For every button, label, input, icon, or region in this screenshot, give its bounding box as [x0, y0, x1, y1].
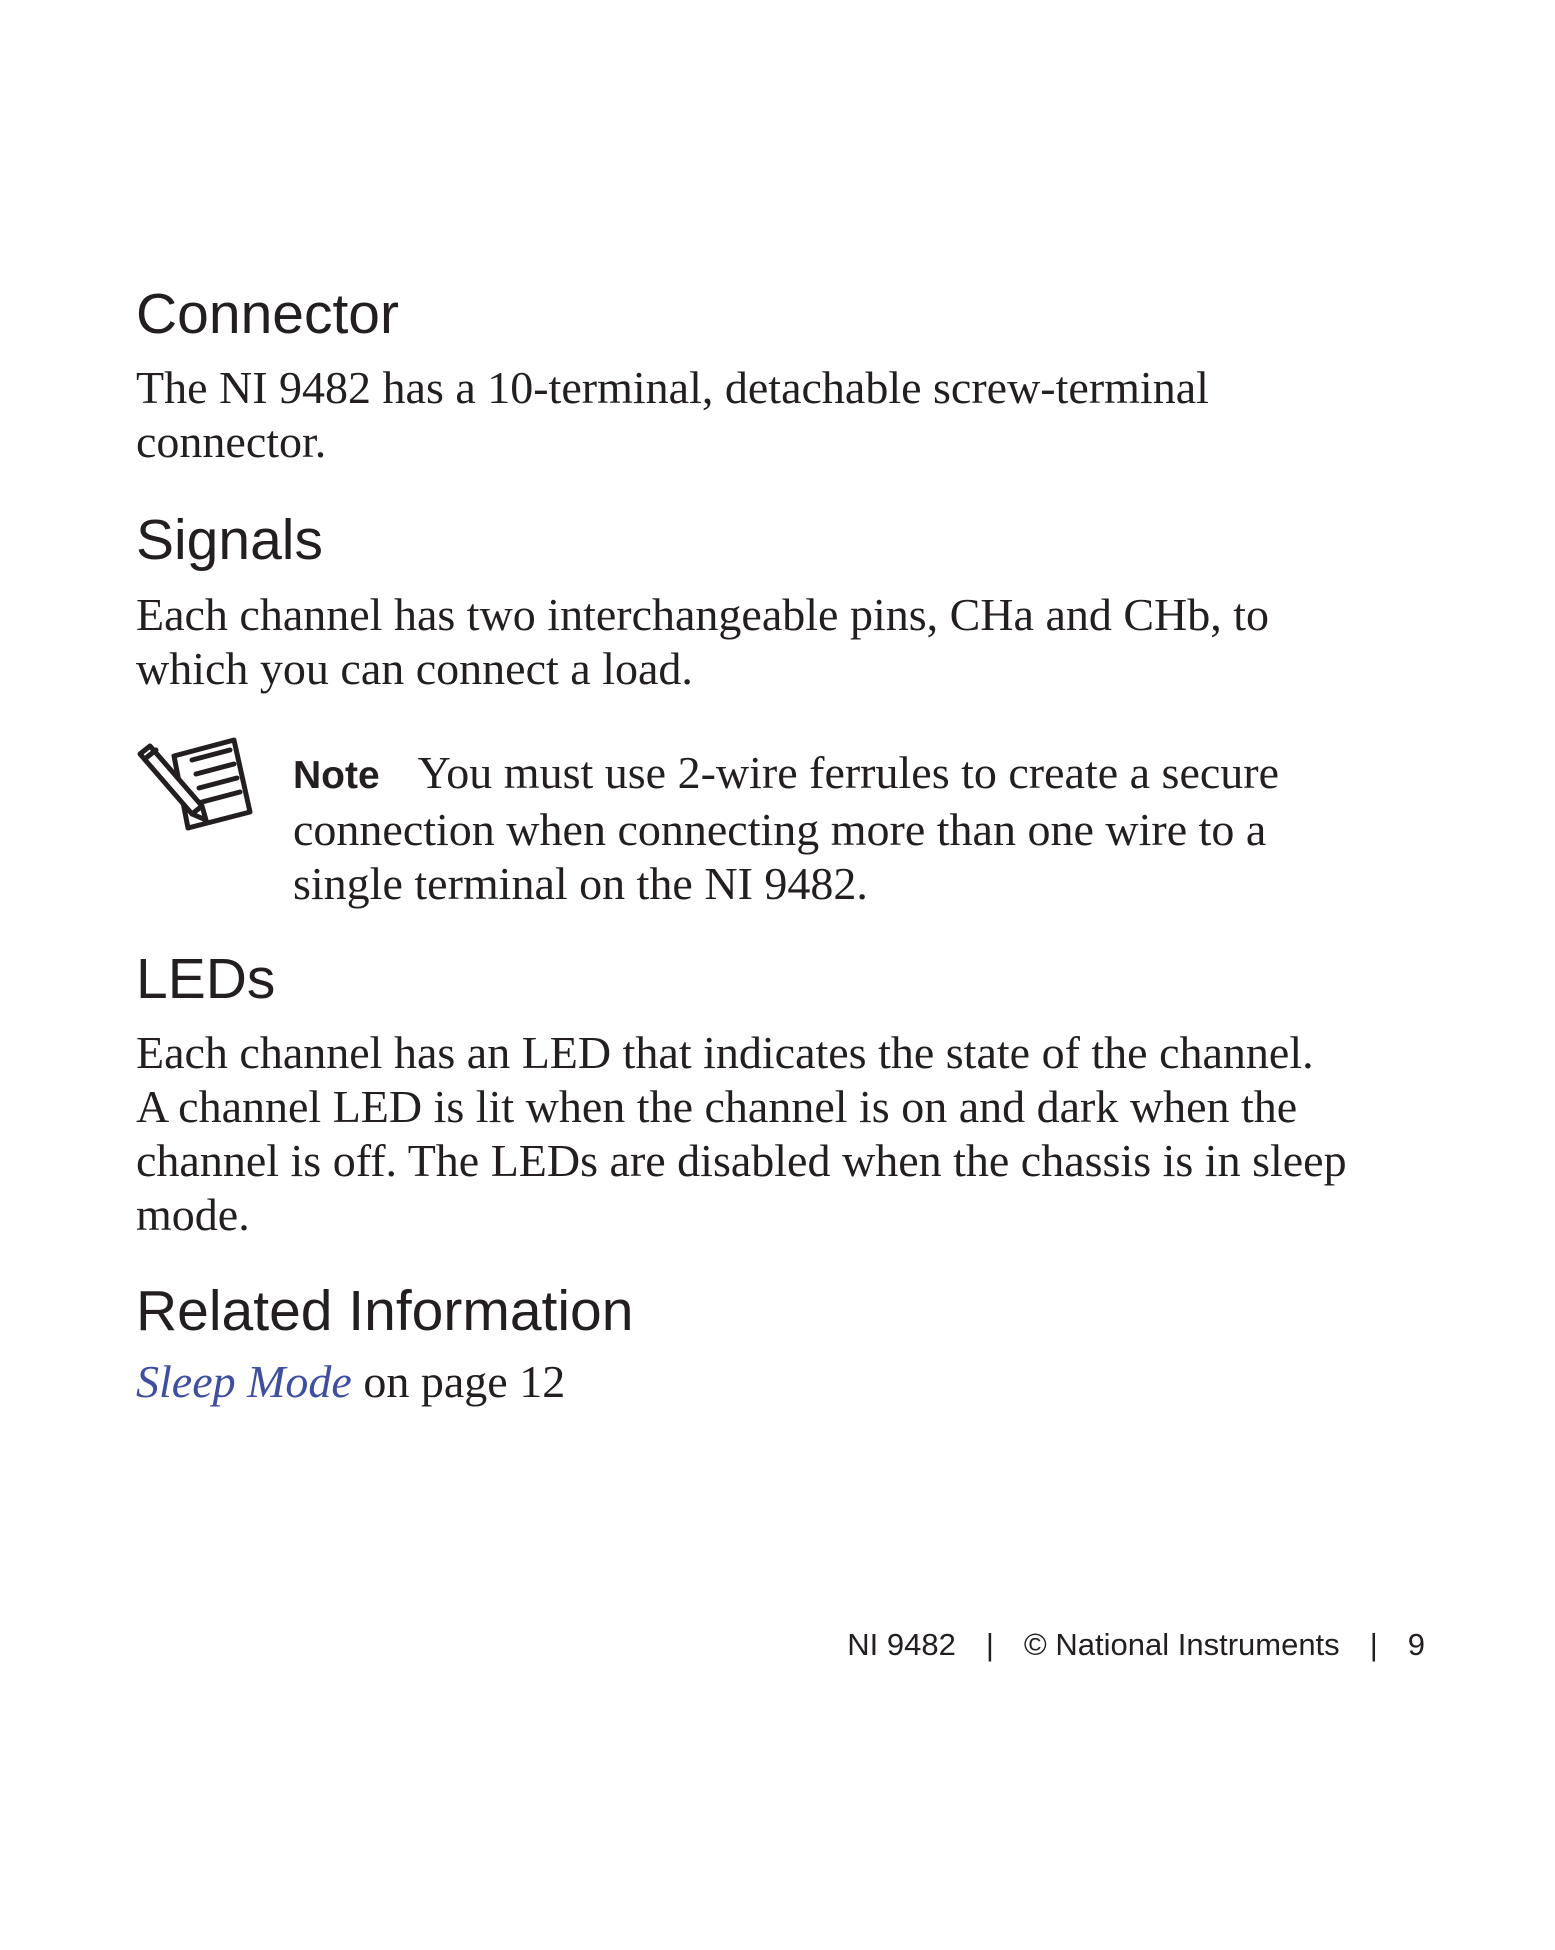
connector-line-1: The NI 9482 has a 10-terminal, detachable screw-terminal	[136, 362, 1209, 413]
signals-paragraph	[136, 588, 1269, 696]
note-line-1: You must use 2-wire ferrules to create a secure	[417, 747, 1280, 798]
footer-page-number: 9	[1407, 1627, 1425, 1662]
note-label: Note	[293, 754, 380, 797]
footer-product: NI 9482	[847, 1627, 956, 1662]
footer-separator-2: |	[1369, 1627, 1378, 1662]
note-line-2: connection when connecting more than one wire to a	[293, 804, 1267, 855]
sleep-mode-link[interactable]: Sleep Mode	[136, 1356, 352, 1407]
leds-line-2: A channel LED is lit when the channel is on and dark when the	[136, 1081, 1298, 1132]
signals-line-2: which you can connect a load.	[136, 643, 693, 694]
note-text	[293, 746, 1393, 911]
note-pencil-icon	[136, 736, 254, 836]
connector-paragraph	[136, 361, 1209, 469]
leds-line-4: mode.	[136, 1189, 250, 1240]
leds-line-1: Each channel has an LED that indicates the state of the channel.	[136, 1027, 1314, 1078]
related-information-heading: Related Information	[136, 1279, 634, 1343]
note-line-3: single terminal on the NI 9482.	[293, 858, 868, 909]
related-information-paragraph	[136, 1355, 565, 1409]
footer-separator-1: |	[985, 1627, 994, 1662]
leds-line-3: channel is off. The LEDs are disabled when the chassis is in sleep	[136, 1135, 1347, 1186]
signals-heading: Signals	[136, 508, 323, 572]
page-footer	[847, 1625, 1425, 1665]
signals-line-1: Each channel has two interchangeable pins, CHa and CHb, to	[136, 589, 1270, 640]
footer-copyright: © National Instruments	[1023, 1627, 1340, 1662]
leds-heading: LEDs	[136, 947, 276, 1011]
connector-heading: Connector	[136, 282, 399, 346]
leds-paragraph	[136, 1026, 1347, 1242]
related-link-suffix: on page 12	[351, 1356, 566, 1407]
connector-line-2: connector.	[136, 416, 327, 467]
